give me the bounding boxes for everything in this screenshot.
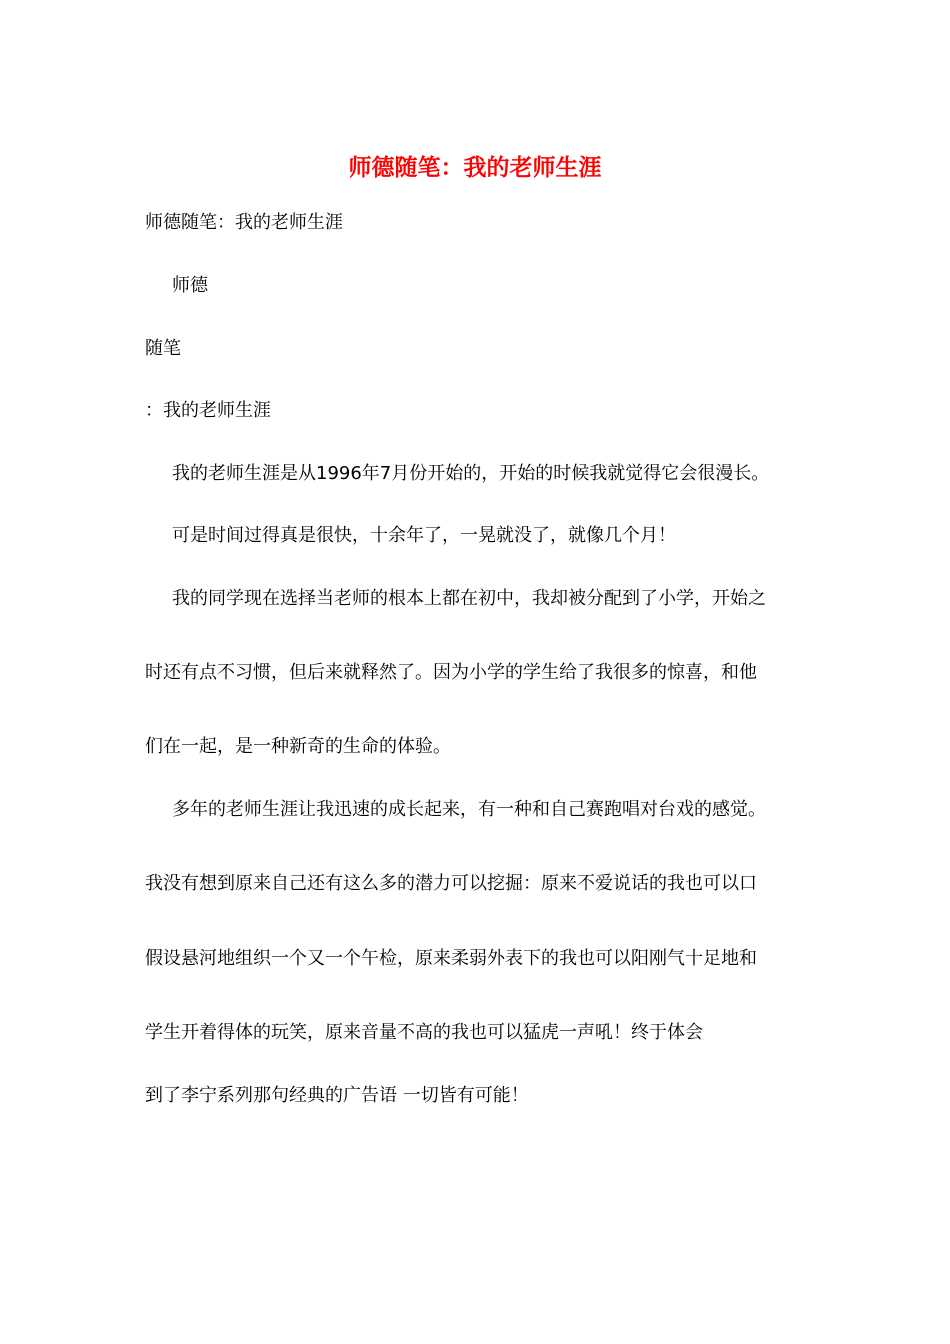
- text-line: 假设悬河地组织一个又一个午检，原来柔弱外表下的我也可以阳刚气十足地和: [145, 948, 757, 969]
- text-line: 可是时间过得真是很快，十余年了，一晃就没了，就像几个月！: [172, 525, 676, 546]
- text-line: 我的老师生涯是从1996年7月份开始的，开始的时候我就觉得它会很漫长。: [172, 463, 770, 484]
- text-line: ：我的老师生涯: [145, 400, 271, 421]
- text-line: 随笔: [145, 338, 181, 359]
- text-line: 们在一起，是一种新奇的生命的体验。: [145, 736, 451, 757]
- document-title: 师德随笔：我的老师生涯: [348, 154, 602, 181]
- text-line: 时还有点不习惯，但后来就释然了。因为小学的学生给了我很多的惊喜，和他: [145, 662, 757, 683]
- text-line: 师德随笔：我的老师生涯: [145, 212, 343, 233]
- text-line: 师德: [172, 275, 208, 296]
- text-line: 学生开着得体的玩笑，原来音量不高的我也可以猛虎一声吼！终于体会: [145, 1022, 703, 1043]
- text-line: 到了李宁系列那句经典的广告语 一切皆有可能！: [145, 1085, 529, 1106]
- text-line: 我的同学现在选择当老师的根本上都在初中，我却被分配到了小学，开始之: [172, 588, 766, 609]
- text-line: 我没有想到原来自己还有这么多的潜力可以挖掘：原来不爱说话的我也可以口: [145, 873, 757, 894]
- text-line: 多年的老师生涯让我迅速的成长起来，有一种和自己赛跑唱对台戏的感觉。: [172, 799, 766, 820]
